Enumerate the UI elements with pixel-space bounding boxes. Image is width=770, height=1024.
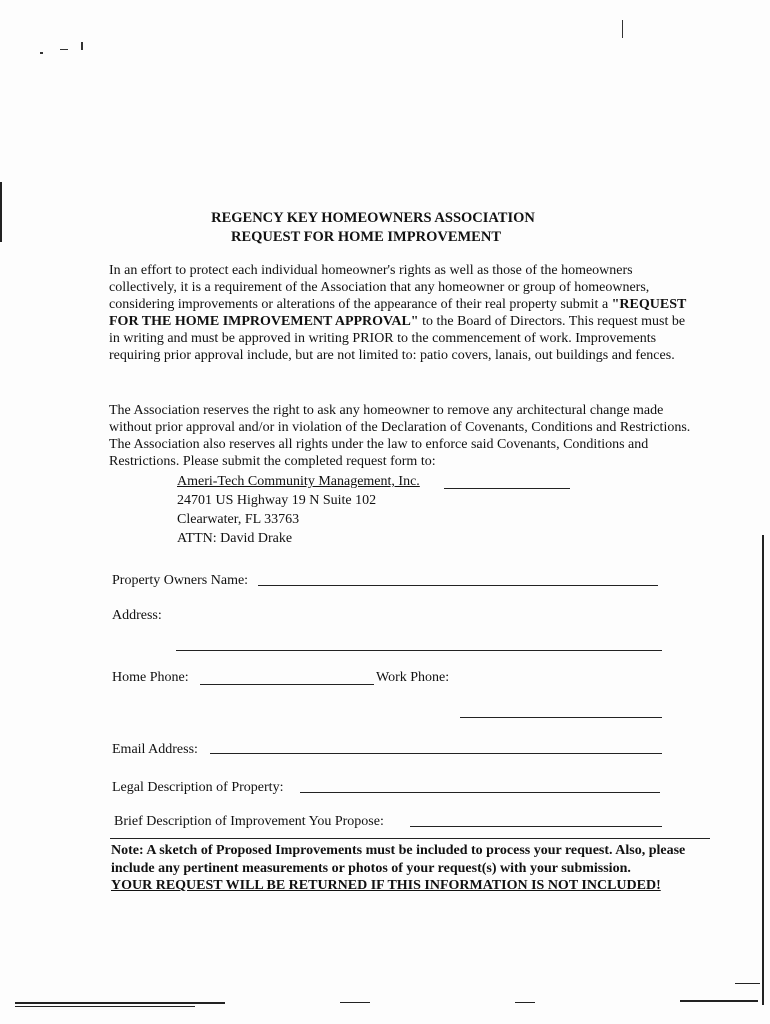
scan-speck xyxy=(622,20,623,38)
owner-name-label: Property Owners Name: xyxy=(112,573,249,588)
email-field[interactable] xyxy=(210,753,662,754)
legal-description-field[interactable] xyxy=(300,792,660,793)
scan-speck xyxy=(60,49,68,50)
home-phone-label: Home Phone: xyxy=(112,670,189,685)
note-warning: YOUR REQUEST WILL BE RETURNED IF THIS INFORMATION IS NOT INCLUDED! xyxy=(111,878,661,893)
improvement-description-field[interactable] xyxy=(410,826,662,827)
improvement-description-label: Brief Description of Improvement You Propose: xyxy=(114,814,384,829)
scan-bottom-line xyxy=(15,1006,195,1007)
address-company: Ameri-Tech Community Management, Inc. xyxy=(177,474,420,489)
scan-bottom-line xyxy=(735,983,760,984)
scan-speck xyxy=(40,52,43,54)
intro-paragraph xyxy=(109,262,699,364)
legal-description-label: Legal Description of Property: xyxy=(112,780,284,795)
work-phone-label: Work Phone: xyxy=(376,670,450,685)
address-field[interactable] xyxy=(176,650,662,651)
document-subtitle: REQUEST FOR HOME IMPROVEMENT xyxy=(230,229,501,245)
scan-bottom-line xyxy=(15,1002,225,1004)
address-street: 24701 US Highway 19 N Suite 102 xyxy=(177,493,377,508)
mailing-address xyxy=(177,472,420,548)
intro-text-start: In an effort to protect each individual homeowner's rights as well as those of the homeowners collectively, it is a requirement of the Association that any homeowner or group of homeowners, considering improvements or alterations of the appearance of their real property submit a xyxy=(109,263,650,312)
address-underline xyxy=(444,488,570,489)
scan-speck xyxy=(81,42,83,50)
work-phone-field[interactable] xyxy=(460,717,662,718)
home-phone-field[interactable] xyxy=(200,684,374,685)
intro-text-bold: "REQUEST FOR THE HOME IMPROVEMENT APPROVAL" xyxy=(109,297,687,329)
email-label: Email Address: xyxy=(112,742,198,757)
note-block xyxy=(111,842,721,895)
address-label: Address: xyxy=(112,608,162,623)
note-top-rule xyxy=(110,838,710,839)
address-attn: ATTN: David Drake xyxy=(177,531,293,546)
address-city: Clearwater, FL 33763 xyxy=(177,512,300,527)
scan-bottom-line xyxy=(680,1000,758,1002)
intro-text-end: to the Board of Directors. This request must be in writing and must be approved in writing PRIOR to the commencement of work. Improvements requiring prior approval include, but are not limited to: patio covers, lanais, out buildings and fences. xyxy=(109,314,686,363)
scan-edge-line xyxy=(762,535,764,1005)
document-title: REGENCY KEY HOMEOWNERS ASSOCIATION xyxy=(211,210,535,226)
owner-name-field[interactable] xyxy=(258,585,658,586)
scan-bottom-line xyxy=(340,1002,370,1003)
association-rights-paragraph: The Association reserves the right to ask any homeowner to remove any architectural change made without prior approval and/or in violation of the Declaration of Covenants, Conditions and Restrictions. The Association also reserves all rights under the law to enforce said Covenants, Conditions and Restrictions. Please submit the completed request form to: xyxy=(109,403,691,469)
note-instructions: Note: A sketch of Proposed Improvements must be included to process your request. Also, please include any pertinent measurements or photos of your request(s) with your submission. xyxy=(111,843,686,876)
scan-bottom-line xyxy=(515,1002,535,1003)
